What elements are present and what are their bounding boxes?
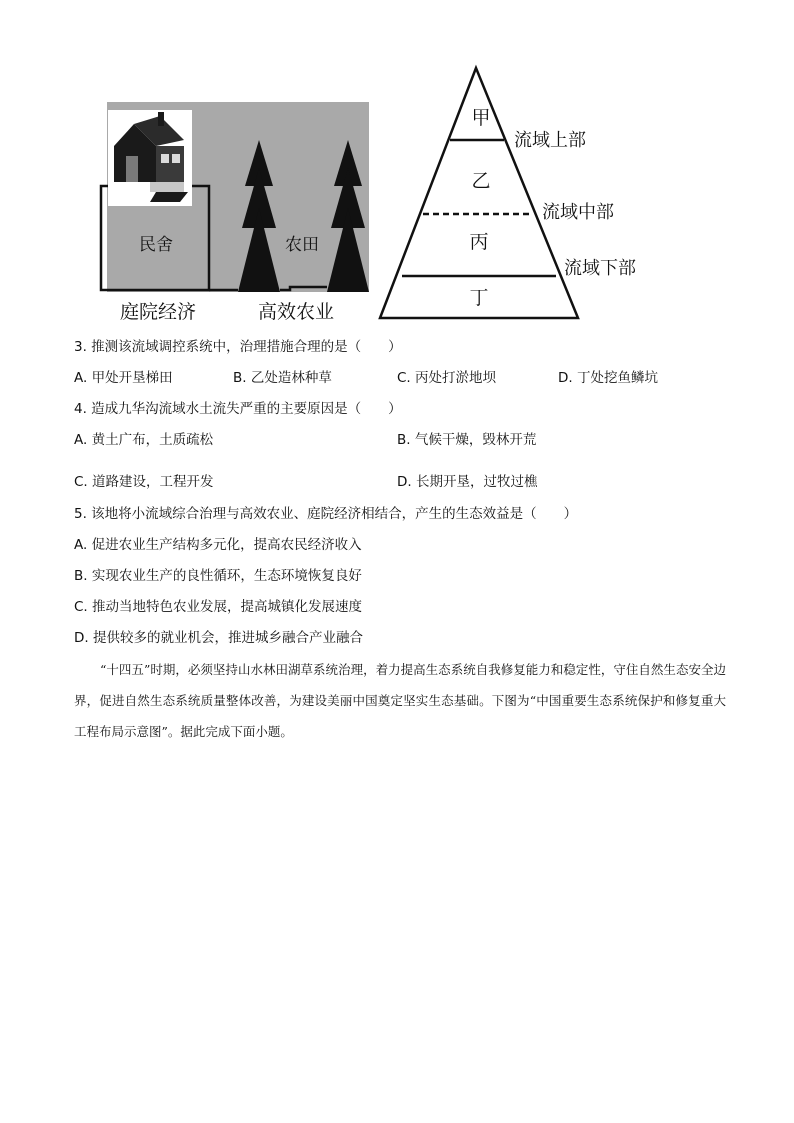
zone-upper: 流域上部 (514, 130, 586, 151)
question-3-option-a: A. 甲处开垦梯田 (74, 370, 173, 386)
field-label: 农田 (285, 235, 319, 255)
question-5-stem: 5. 该地将小流域综合治理与高效农业、庭院经济相结合，产生的生态效益是（ ） (74, 506, 578, 522)
efficient-agriculture-label: 高效农业 (257, 301, 335, 323)
farm-scene (101, 102, 369, 323)
zone-middle: 流域中部 (542, 202, 614, 223)
level-bing: 丙 (469, 231, 489, 253)
watershed-figure (90, 60, 636, 332)
question-4-option-a: A. 黄土广布，土质疏松 (74, 432, 214, 448)
question-3-option-b: B. 乙处造林种草 (233, 370, 332, 386)
passage-text: “十四五”时期，必须坚持山水林田湖草系统治理，着力提高生态系统自我修复能力和稳定性，守住自然生态安全边界，促进自然生态系统质量整体改善，为建设美丽中国奠定坚实生态基础。下图为“中国重要生态系统保护和修复重大工程布局示意图”。据此完成下面小题。 (74, 662, 726, 739)
question-5-option-c: C. 推动当地特色农业发展，提高城镇化发展速度 (74, 599, 363, 615)
question-3-option-c: C. 丙处打淤地坝 (397, 370, 497, 386)
question-5-option-a: A. 促进农业生产结构多元化，提高农民经济收入 (74, 537, 362, 553)
level-yi: 乙 (471, 170, 491, 192)
courtyard-economy-label: 庭院经济 (119, 301, 197, 323)
house-icon (108, 110, 192, 206)
question-4-stem: 4. 造成九华沟流域水土流失严重的主要原因是（ ） (74, 401, 402, 417)
zone-lower: 流域下部 (564, 258, 636, 279)
passage-paragraph (74, 654, 726, 747)
watershed-pyramid (380, 68, 636, 318)
level-ding: 丁 (469, 287, 489, 309)
question-5-option-b: B. 实现农业生产的良性循环，生态环境恢复良好 (74, 568, 362, 584)
house-label: 民舍 (139, 235, 173, 255)
question-3-stem: 3. 推测该流域调控系统中，治理措施合理的是（ ） (74, 339, 402, 355)
level-jia: 甲 (471, 107, 491, 129)
question-4-option-c: C. 道路建设，工程开发 (74, 474, 214, 490)
question-4-option-b: B. 气候干燥，毁林开荒 (397, 432, 537, 448)
question-3-option-d: D. 丁处挖鱼鳞坑 (558, 370, 658, 386)
question-4-option-d: D. 长期开垦，过牧过樵 (397, 474, 538, 490)
question-5-option-d: D. 提供较多的就业机会，推进城乡融合产业融合 (74, 630, 363, 646)
